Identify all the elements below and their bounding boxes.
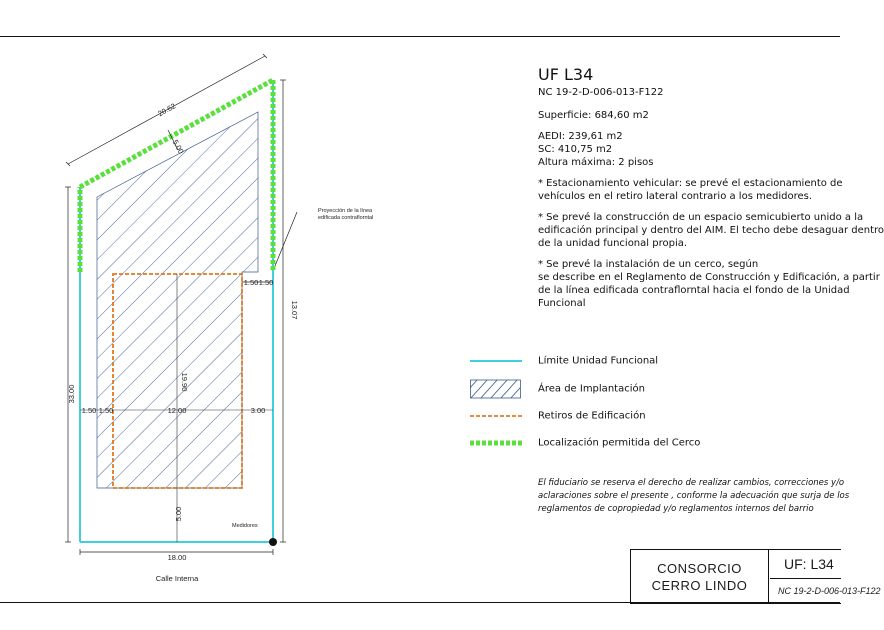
- note-line: * Estacionamiento vehicular: se prevé el estacionamiento de: [538, 178, 843, 189]
- legend-item-limite: [470, 351, 770, 371]
- medidores-label: Medidores: [232, 523, 258, 529]
- dim-left-total: 33.00: [67, 384, 76, 404]
- implantation-area: [97, 112, 258, 488]
- dim-center-vertical: 19.90: [180, 372, 189, 392]
- dim-center-horizontal: 12.00: [167, 406, 187, 415]
- legend-label: Localización permitida del Cerco: [538, 437, 701, 449]
- note-semicovered: [538, 211, 884, 250]
- legend-label: Límite Unidad Funcional: [538, 355, 659, 367]
- hatch-box-icon: [470, 379, 522, 399]
- disclaimer-line: El fiduciario se reserva el derecho de realizar cambios, correcciones y/o: [538, 478, 845, 488]
- unit-title: UF L34: [538, 65, 594, 84]
- projection-note-line2: edificada contraflorntal: [318, 215, 374, 221]
- limite-line-icon: [470, 351, 522, 371]
- legend: [470, 350, 770, 460]
- unit-aedi: AEDI: 239,61 m2: [538, 131, 623, 142]
- dim-right-setback: 3.00: [250, 406, 266, 415]
- dim-left-setback-b: 1.50: [98, 406, 114, 415]
- cerco-dots-icon: [470, 433, 522, 453]
- legend-item-cerco: [470, 433, 770, 453]
- note-line: de la línea edificada contraflorntal hacia el fondo de la Unidad: [538, 285, 850, 296]
- note-line: * Se prevé la construcción de un espacio semicubierto unido a la: [538, 212, 864, 223]
- dim-right-total: 13.07: [290, 300, 299, 320]
- legend-label: Retiros de Edificación: [538, 410, 646, 422]
- note-line: de la unidad funcional propia.: [538, 238, 688, 249]
- legend-label: Área de Implantación: [538, 383, 645, 395]
- note-line: se describe en el Reglamento de Construcción y Edificación, a partir: [538, 272, 880, 283]
- dim-top-diagonal: 20.62: [156, 101, 178, 119]
- unit-sc: SC: 410,75 m2: [538, 144, 613, 155]
- dim-left-setback-a: 1.50: [81, 406, 97, 415]
- unit-superficie: Superficie: 684,60 m2: [538, 110, 649, 121]
- company-line1: CONSORCIO: [657, 561, 742, 576]
- dim-top-setback-b: 1.50: [258, 278, 274, 287]
- unit-nc: NC 19-2-D-006-013-F122: [538, 87, 664, 98]
- unit-info-panel: [538, 65, 884, 318]
- meter-point: [269, 538, 277, 546]
- street-label: Calle Interna: [155, 574, 199, 583]
- disclaimer-line: aclaraciones sobre el presente , conforme la adecuación que surja de los: [538, 491, 850, 501]
- note-line: * Se prevé la instalación de un cerco, según: [538, 259, 759, 270]
- unit-altura: Altura máxima: 2 pisos: [538, 157, 654, 168]
- projection-note-line1: Proyección de la línea: [318, 208, 373, 214]
- title-uf: UF: L34: [784, 556, 834, 572]
- legend-item-retiros: [470, 406, 770, 426]
- dim-bottom-width: 18.00: [167, 553, 187, 562]
- dim-front-setback: 5.00: [174, 506, 183, 522]
- note-line: edificación principal y dentro del AIM. El techo debe desaguar dentro: [538, 225, 884, 236]
- note-line: Funcional: [538, 298, 586, 309]
- dim-top-setback-a: 1.50: [243, 278, 259, 287]
- title-block: [630, 549, 881, 604]
- legend-item-implantacion: [470, 379, 770, 399]
- disclaimer-line: reglamentos de copropiedad y/o reglamentos internos del barrio: [538, 504, 814, 514]
- disclaimer: [538, 477, 850, 516]
- company-name: [631, 550, 769, 603]
- dim-top-inner: 5.00: [170, 138, 186, 156]
- title-nc: NC 19-2-D-006-013-F122: [770, 578, 841, 603]
- retiro-dash-icon: [470, 406, 522, 426]
- company-line2: CERRO LINDO: [651, 578, 748, 593]
- note-line: vehículos en el retiro lateral contrario a los medidores.: [538, 191, 813, 202]
- note-parking: [538, 177, 843, 203]
- note-fence: [538, 258, 880, 310]
